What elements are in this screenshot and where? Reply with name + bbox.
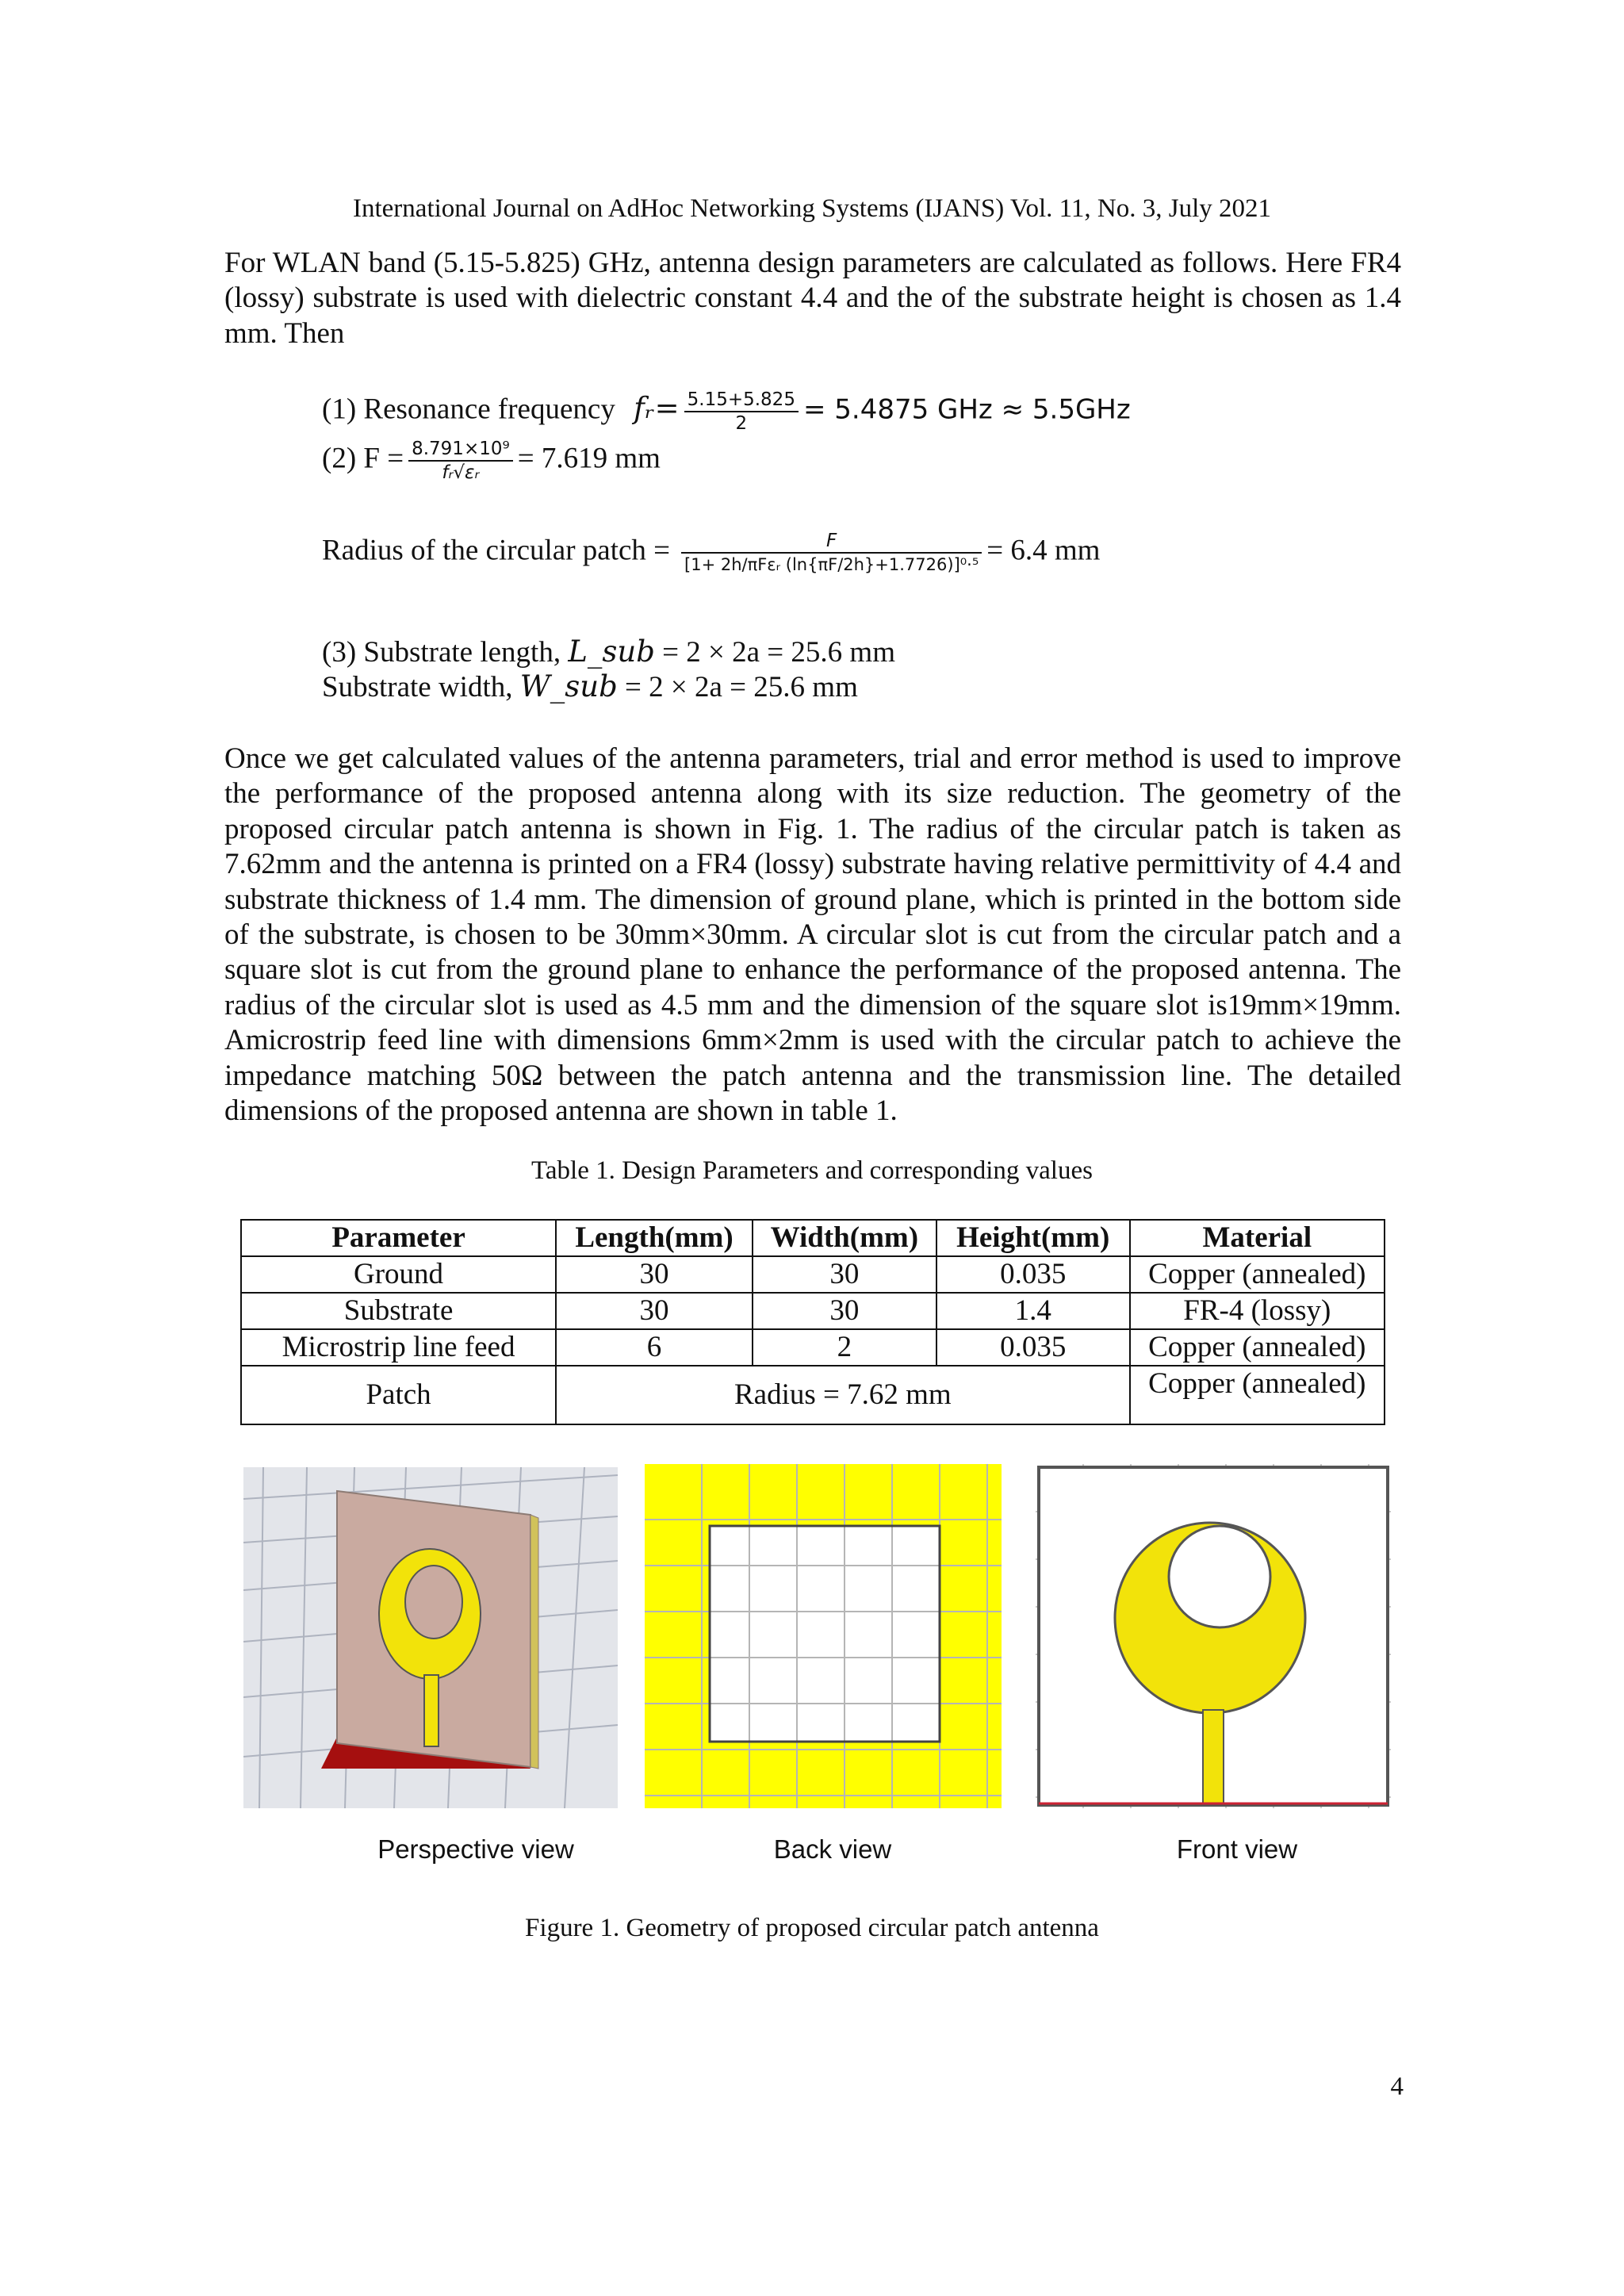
- table-cell: Copper (annealed): [1130, 1256, 1385, 1293]
- eq3-rhs: = 6.4 mm: [986, 534, 1101, 567]
- eq1-rhs: = 5.4875 GHz ≈ 5.5GHz: [802, 393, 1131, 426]
- table-cell: 6: [556, 1329, 753, 1366]
- eq4-line1-label: (3) Substrate length,: [322, 636, 561, 669]
- eq2-rhs: = 7.619 mm: [517, 442, 661, 475]
- back-view-label: Back view: [773, 1834, 892, 1864]
- front-view-label: Front view: [1176, 1834, 1298, 1864]
- eq4-line2-label: Substrate width,: [322, 671, 513, 703]
- table-cell: Substrate: [241, 1293, 556, 1329]
- equation-substrate-length: [322, 634, 895, 670]
- table-cell: Ground: [241, 1256, 556, 1293]
- eq2-numerator: 8.791×10⁹: [408, 438, 513, 462]
- table-row: [241, 1256, 1385, 1293]
- equation-patch-radius: [322, 530, 1100, 576]
- design-parameters-table: [240, 1219, 1385, 1425]
- table-cell: 2: [753, 1329, 936, 1366]
- table-caption: Table 1. Design Parameters and corresponding values: [531, 1156, 1093, 1185]
- table-cell-merged: Radius = 7.62 mm: [556, 1366, 1130, 1424]
- eq2-label: (2) F =: [322, 442, 404, 475]
- equation-substrate-width: [322, 669, 858, 705]
- table-cell: FR-4 (lossy): [1130, 1293, 1385, 1329]
- eq4-line2-rhs: = 2 × 2a = 25.6 mm: [625, 671, 858, 703]
- table-cell: 30: [753, 1293, 936, 1329]
- eq1-lhs: fᵣ=: [634, 391, 680, 426]
- table-cell: 0.035: [936, 1329, 1130, 1366]
- table-cell: 1.4: [936, 1293, 1130, 1329]
- table-header-cell: Parameter: [241, 1220, 556, 1256]
- eq3-numerator: F: [681, 530, 982, 554]
- equation-F: [322, 438, 661, 484]
- eq1-numerator: 5.15+5.825: [684, 389, 799, 412]
- eq4-line2-symbol: W_sub: [519, 669, 618, 703]
- table-row: [241, 1293, 1385, 1329]
- table-cell: Copper (annealed): [1130, 1329, 1385, 1366]
- eq2-denominator: fᵣ√εᵣ: [442, 462, 480, 483]
- back-view-image: [645, 1464, 1002, 1808]
- table-header-cell: Material: [1130, 1220, 1385, 1256]
- perspective-view-image: [243, 1467, 618, 1808]
- eq1-denominator: 2: [735, 413, 748, 434]
- eq3-fraction: [681, 530, 982, 576]
- table-header-cell: Width(mm): [753, 1220, 936, 1256]
- eq4-line1-rhs: = 2 × 2a = 25.6 mm: [662, 636, 895, 669]
- design-paragraph: Once we get calculated values of the antenna parameters, trial and error method is used to improve the performance of the proposed antenna along with its size reduction. The geometry of the proposed circular patch antenna is shown in Fig. 1. The radius of the circular patch is taken as 7.62mm and the antenna is printed on a FR4 (lossy) substrate having relative permittivity of 4.4 and substrate thickness of 1.4 mm. The dimension of ground plane, which is printed in the bottom side of the substrate, is chosen to be 30mm×30mm. A circular slot is cut from the circular patch and a square slot is cut from the ground plane to enhance the performance of the proposed antenna. The radius of the circular slot is used as 4.5 mm and the dimension of the square slot is19mm×19mm. Amicrostrip feed line with dimensions 6mm×2mm is used with the circular patch to achieve the impedance matching 50Ω between the patch antenna and the transmission line. The detailed dimensions of the proposed antenna are shown in table 1.: [224, 742, 1401, 1128]
- table-cell: Microstrip line feed: [241, 1329, 556, 1366]
- table-row: [241, 1329, 1385, 1366]
- table-cell: 0.035: [936, 1256, 1130, 1293]
- table-header-cell: Length(mm): [556, 1220, 753, 1256]
- table-cell: Copper (annealed): [1130, 1366, 1385, 1424]
- page-number: 4: [1390, 2072, 1404, 2101]
- eq2-fraction: [408, 438, 513, 484]
- equation-resonance-frequency: [322, 389, 1131, 435]
- intro-paragraph: For WLAN band (5.15-5.825) GHz, antenna design parameters are calculated as follows. Here FR4 (lossy) substrate is used with dielectric constant 4.4 and the of the substrate height is chosen as 1.4 mm. Then: [224, 247, 1401, 350]
- table-cell: Patch: [241, 1366, 556, 1424]
- table-cell: 30: [556, 1256, 753, 1293]
- table-header-row: [241, 1220, 1385, 1256]
- eq1-fraction: [684, 389, 799, 435]
- eq3-denominator: [1+ 2h/πFεᵣ (ln{πF/2h}+1.7726)]⁰·⁵: [684, 555, 979, 574]
- figure-caption: Figure 1. Geometry of proposed circular patch antenna: [525, 1914, 1099, 1942]
- perspective-view-label: Perspective view: [377, 1834, 574, 1864]
- eq3-label: Radius of the circular patch =: [322, 534, 671, 567]
- front-view-image: [1036, 1464, 1391, 1808]
- table-cell: 30: [556, 1293, 753, 1329]
- eq1-label: (1) Resonance frequency: [322, 393, 615, 426]
- eq4-line1-symbol: L_sub: [568, 634, 655, 669]
- running-header: International Journal on AdHoc Networking Systems (IJANS) Vol. 11, No. 3, July 2021: [353, 194, 1271, 223]
- table-cell: 30: [753, 1256, 936, 1293]
- table-header-cell: Height(mm): [936, 1220, 1130, 1256]
- table-row-patch: [241, 1366, 1385, 1424]
